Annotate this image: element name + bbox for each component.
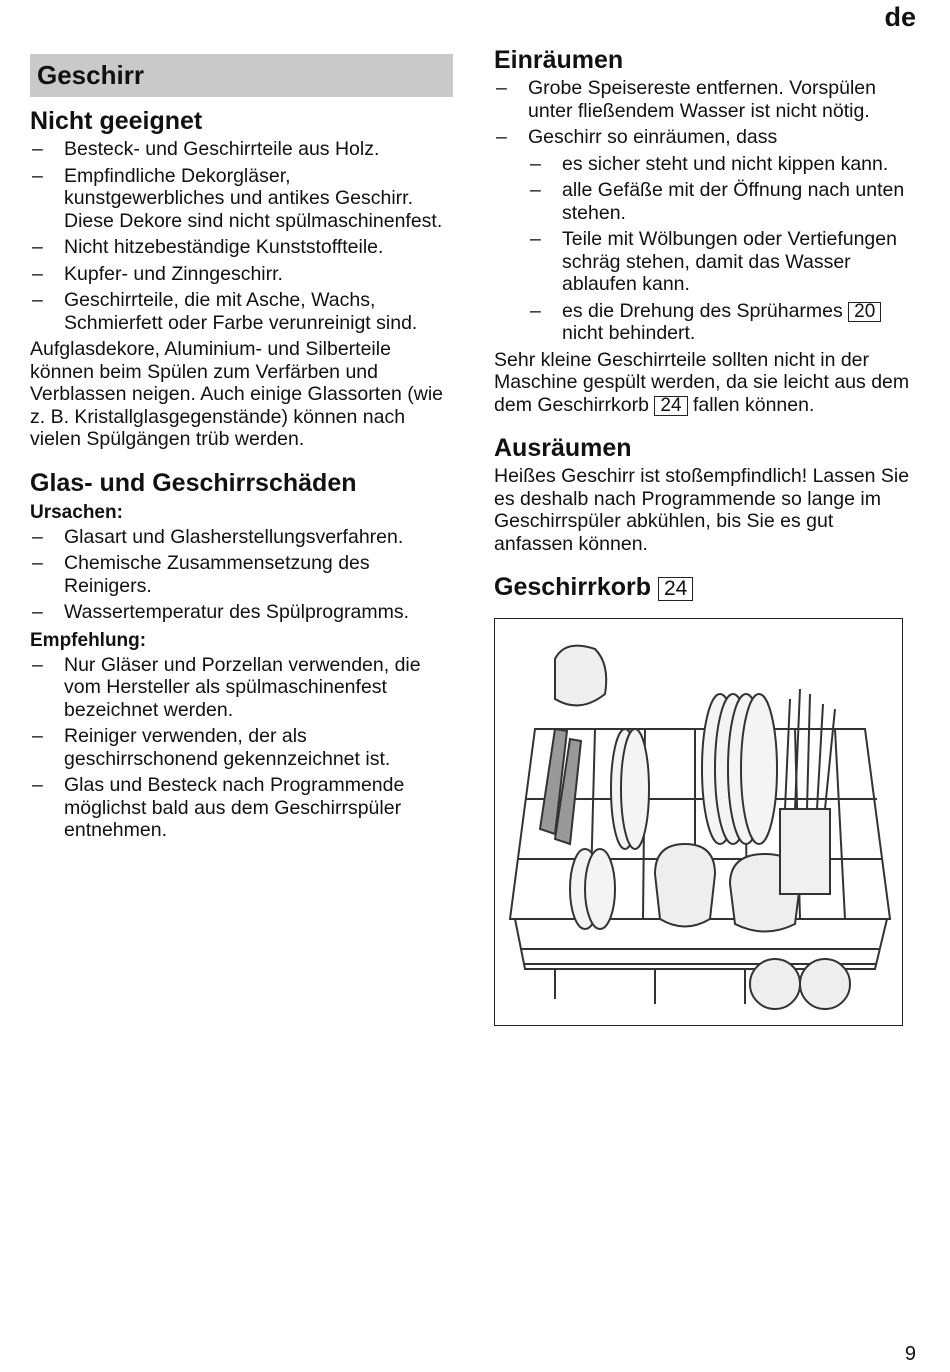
label-empfehlung: Empfehlung:	[30, 629, 147, 651]
paragraph-tail: fallen können.	[692, 393, 815, 416]
list-item: – Geschirrteile, die mit Asche, Wachs, Schmierfett oder Farbe verunreinigt sind.	[30, 289, 453, 334]
section-title-geschirr: Geschirr	[30, 54, 453, 97]
list-item: – Besteck- und Geschirrteile aus Holz.	[30, 138, 453, 161]
sublist-item-tail: nicht behindert.	[562, 322, 696, 344]
list-item-text: Geschirr so einräumen, dass	[528, 126, 778, 148]
page-number: 9	[904, 1343, 916, 1365]
list-item: – Chemische Zusammensetzung des Reinigers.	[30, 552, 453, 597]
right-column	[494, 44, 914, 1026]
basket-drawing	[495, 619, 902, 1025]
heading-geschirrkorb	[494, 571, 914, 604]
sublist-item	[528, 300, 914, 345]
list-item: – Glas und Besteck nach Programmende möglichst bald aus dem Geschirrspüler entnehmen.	[30, 774, 453, 842]
ref-number-heading: 24	[658, 577, 693, 601]
heading-text: Geschirrkorb	[494, 573, 652, 601]
list-item: – Nur Gläser und Porzellan verwenden, die vom Hersteller als spülmaschinenfest bezeichnet werden.	[30, 654, 453, 722]
sublist-item-text: es die Drehung des Sprüharmes	[562, 299, 843, 322]
list-item: – Nicht hitzebeständige Kunststoffteile.	[30, 236, 453, 259]
paragraph-aufglasdekore: Aufglasdekore, Aluminium- und Silberteile können beim Spülen zum Verfärben und Verblassen neigen. Auch einige Glassorten (wie z. B. Kristallglasgegenstände) können nach vielen Spülgängen trüb werden.	[30, 338, 444, 450]
paragraph-text: Sehr kleine Geschirrteile sollten nicht in der Maschine gespült werden, da sie leicht aus dem dem Geschirrkorb	[494, 348, 910, 416]
sublist-item: – alle Gefäße mit der Öffnung nach unten stehen.	[528, 179, 914, 224]
list-nicht-geeignet	[30, 138, 453, 334]
ref-number-spruharm: 20	[848, 302, 881, 322]
language-tag: de	[884, 2, 916, 32]
list-item	[494, 126, 914, 345]
list-item: – Wassertemperatur des Spülprogramms.	[30, 601, 453, 624]
label-ursachen: Ursachen:	[30, 501, 123, 523]
list-item: – Empfindliche Dekorgläser, kunstgewerbliches und antikes Geschirr. Diese Dekore sind nicht spülmaschinenfest.	[30, 165, 453, 233]
paragraph-kleine-teile	[494, 349, 914, 417]
list-item: – Grobe Speisereste entfernen. Vorspülen unter fließendem Wasser ist nicht nötig.	[494, 77, 914, 122]
list-item: – Reiniger verwenden, der als geschirrschonend gekennzeichnet ist.	[30, 725, 453, 770]
sublist-item: – es sicher steht und nicht kippen kann.	[528, 153, 914, 176]
paragraph-ausraeumen: Heißes Geschirr ist stoßempfindlich! Lassen Sie es deshalb nach Programmende so lange im Geschirrspüler abkühlen, bis Sie es gut anfassen können.	[494, 465, 910, 555]
list-item: – Glasart und Glasherstellungsverfahren.	[30, 526, 453, 549]
list-empfehlung	[30, 654, 453, 842]
list-item: – Kupfer- und Zinngeschirr.	[30, 263, 453, 286]
list-einraeumen	[494, 77, 914, 345]
dishwasher-basket-illustration	[494, 618, 903, 1026]
list-ursachen	[30, 526, 453, 624]
heading-einraeumen: Einräumen	[494, 46, 624, 74]
left-column	[30, 54, 453, 846]
heading-schaeden: Glas- und Geschirrschäden	[30, 468, 357, 497]
heading-nicht-geeignet: Nicht geeignet	[30, 107, 203, 135]
sublist-item: – Teile mit Wölbungen oder Vertiefungen schräg stehen, damit das Wasser ablaufen kann.	[528, 228, 914, 296]
sublist-einraeumen	[528, 153, 914, 345]
heading-ausraeumen: Ausräumen	[494, 434, 632, 462]
ref-number-geschirrkorb: 24	[654, 396, 687, 416]
